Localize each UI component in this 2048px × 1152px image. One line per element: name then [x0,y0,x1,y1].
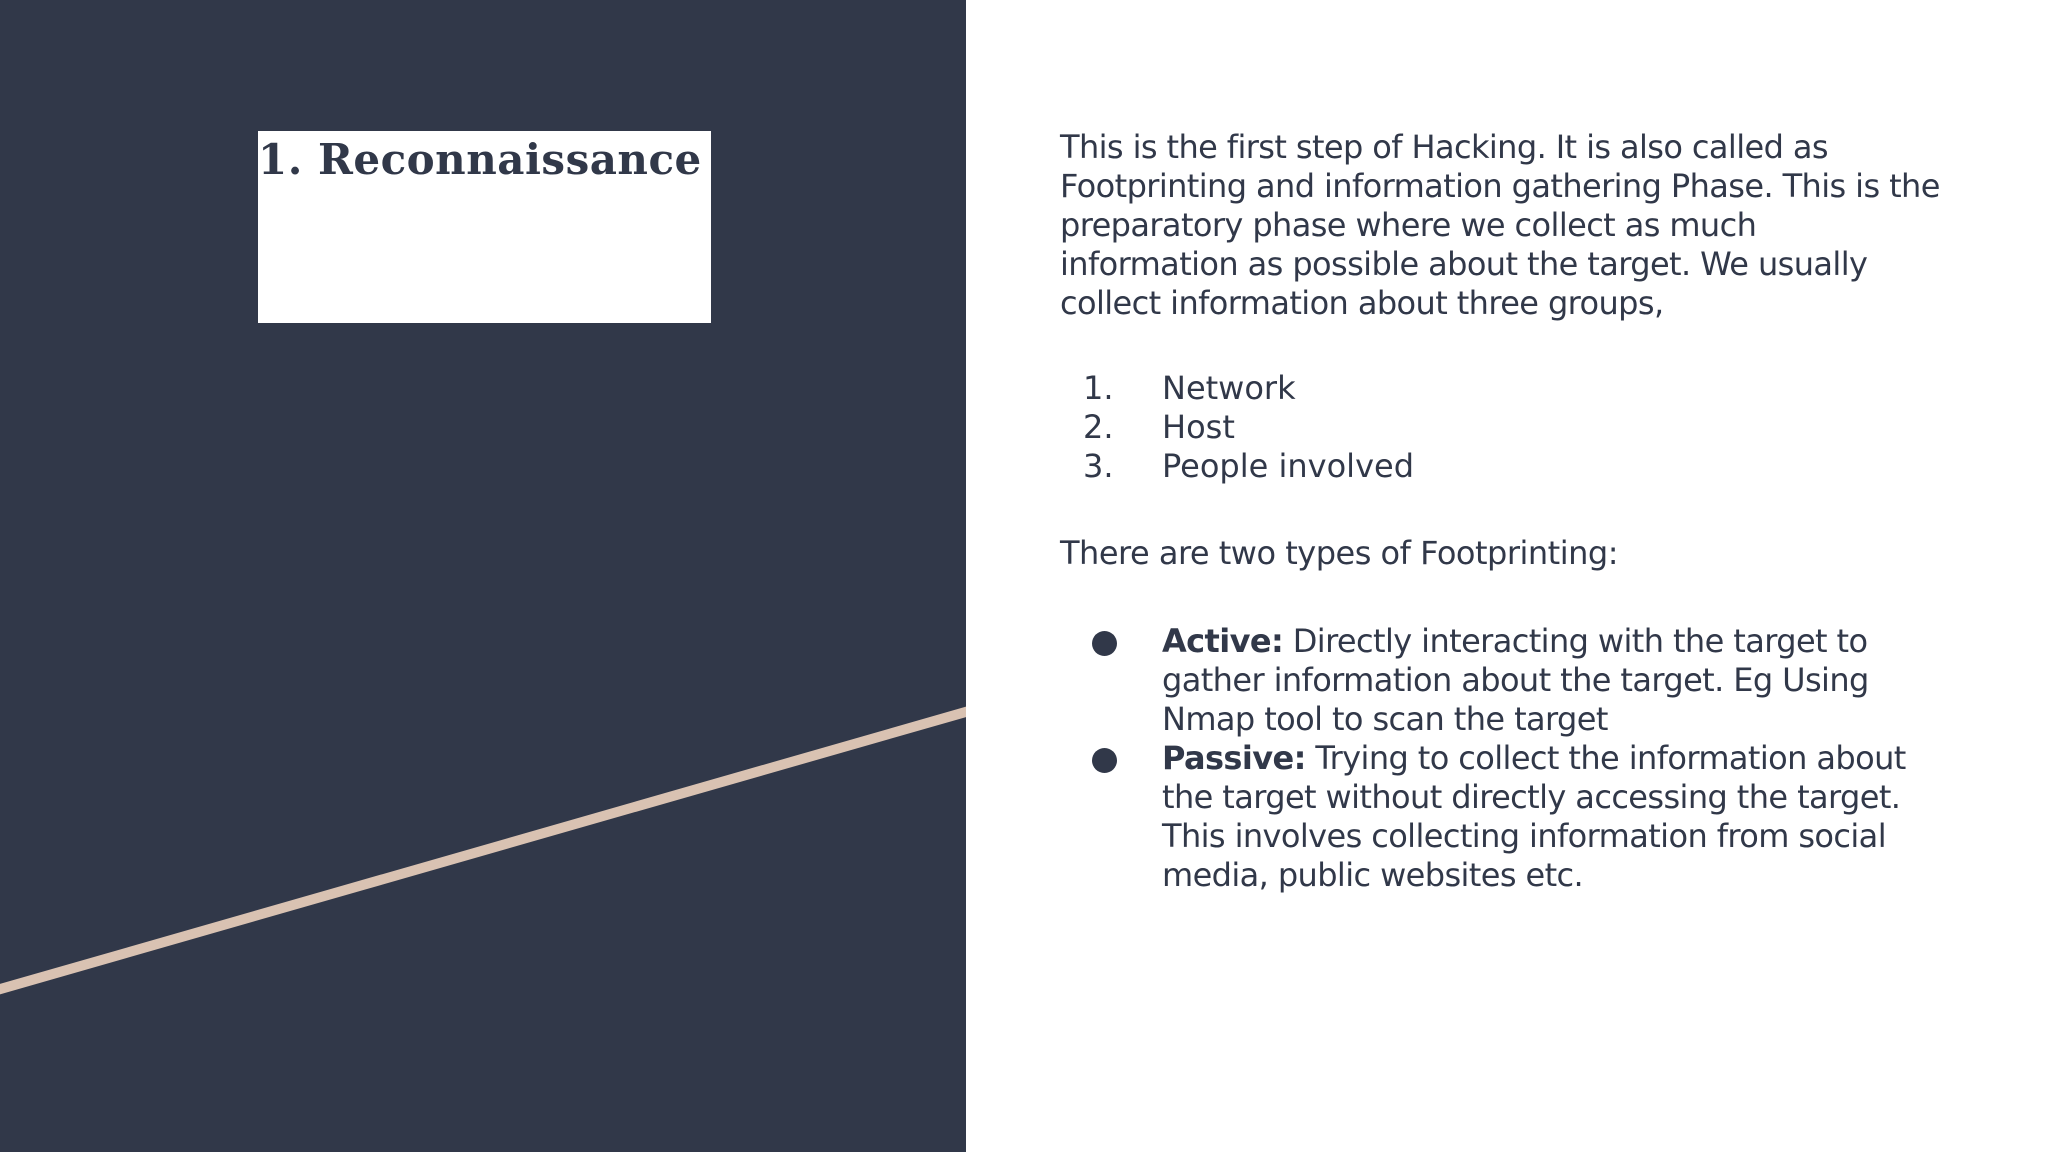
slide-title: 1. Reconnaissance [258,135,702,184]
intro-paragraph: This is the first step of Hacking. It is also called as Footprinting and information gathering Phase. This is the preparatory phase where we collect as much information as possible about the target. We usually collect information about three groups, [1060,128,1940,322]
list-number: 3. [1083,447,1114,485]
list-item-label: Network [1162,369,1296,407]
list-item [1060,369,1940,408]
list-item-label: People involved [1162,447,1414,485]
list-item [1060,408,1940,447]
groups-list [1060,369,1940,486]
list-item [1060,739,1940,895]
list-number: 1. [1083,369,1114,407]
list-number: 2. [1083,408,1114,446]
left-panel [0,0,966,1152]
types-intro: There are two types of Footprinting: [1060,534,1618,572]
title-box [258,131,711,323]
footprinting-types-list [1060,622,1940,895]
content-area [1060,128,1940,895]
list-item [1060,447,1940,486]
list-item [1060,622,1940,739]
type-description: Trying to collect the information about the target without directly accessing the target. This involves collecting information from social media, public websites etc. [1162,739,1906,894]
bullet-dot-icon [1092,748,1117,773]
type-term: Passive: [1162,739,1306,777]
list-item-label: Host [1162,408,1235,446]
type-term: Active: [1162,622,1284,660]
type-description: Directly interacting with the target to gather information about the target. Eg Using Nmap tool to scan the target [1162,622,1869,738]
bullet-dot-icon [1092,631,1117,656]
